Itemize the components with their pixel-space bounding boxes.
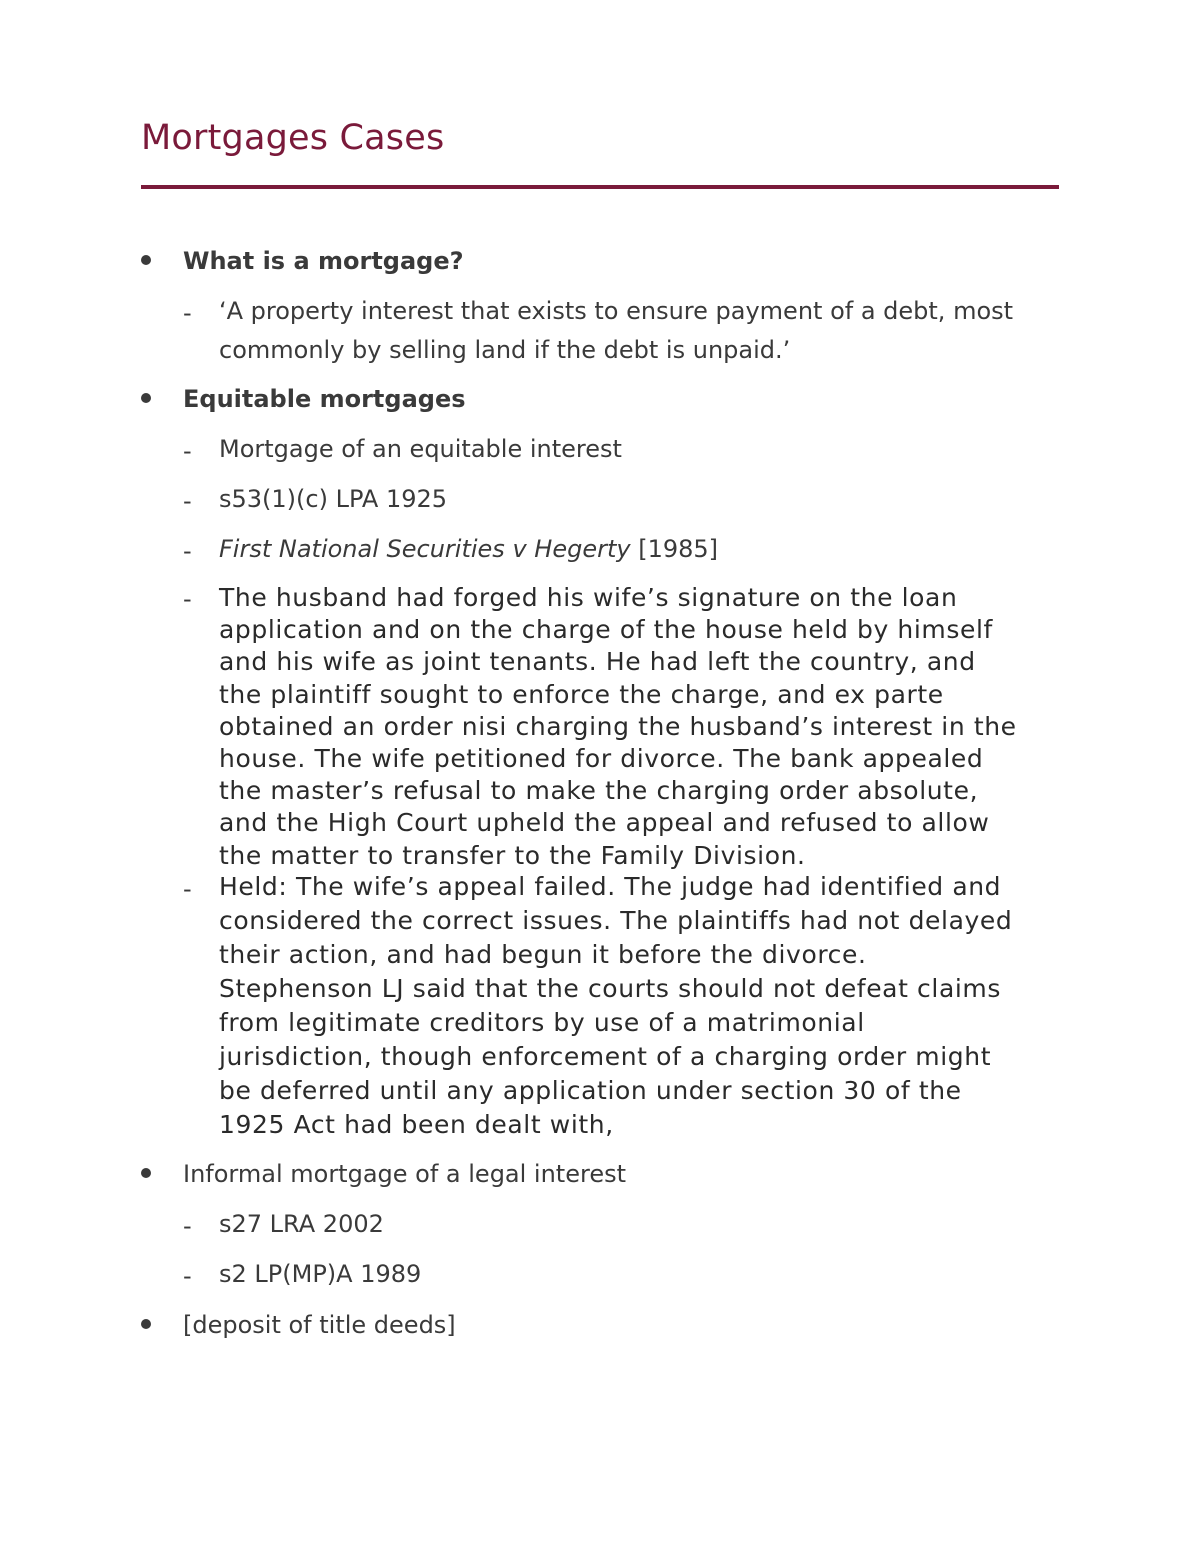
dash-marker: - bbox=[183, 1212, 192, 1240]
page-title: Mortgages Cases bbox=[141, 118, 445, 158]
paragraph-line: the plaintiff sought to enforce the charge, and ex parte bbox=[219, 679, 944, 709]
case-held-paragraph bbox=[219, 870, 1012, 1142]
definition-line-2: commonly by selling land if the debt is unpaid.’ bbox=[219, 336, 791, 364]
case-facts-paragraph bbox=[219, 582, 1017, 872]
paragraph-line: Stephenson LJ said that the courts should not defeat claims bbox=[219, 974, 1001, 1003]
paragraph-line: and the High Court upheld the appeal and refused to allow bbox=[219, 808, 990, 838]
bullet-point bbox=[141, 1319, 151, 1329]
paragraph-line: the master’s refusal to make the charging order absolute, bbox=[219, 776, 979, 806]
paragraph-line: Held: The wife’s appeal failed. The judge had identified and bbox=[219, 872, 1002, 901]
dash-marker: - bbox=[183, 299, 192, 327]
paragraph-line: obtained an order nisi charging the husband’s interest in the bbox=[219, 711, 1017, 741]
paragraph-line: be deferred until any application under section 30 of the bbox=[219, 1076, 962, 1105]
title-divider bbox=[141, 185, 1059, 189]
paragraph-line: and his wife as joint tenants. He had left the country, and bbox=[219, 647, 976, 677]
paragraph-line: from legitimate creditors by use of a matrimonial bbox=[219, 1008, 865, 1037]
list-item-statute-lpa: s53(1)(c) LPA 1925 bbox=[219, 485, 448, 513]
paragraph-line: the matter to transfer to the Family Division. bbox=[219, 840, 806, 870]
section-heading-informal-mortgage: Informal mortgage of a legal interest bbox=[183, 1160, 627, 1188]
paragraph-line: 1925 Act had been dealt with, bbox=[219, 1110, 614, 1139]
case-citation bbox=[219, 537, 718, 561]
dash-marker: - bbox=[183, 537, 192, 565]
list-item-equitable-interest: Mortgage of an equitable interest bbox=[219, 435, 622, 463]
bullet-point bbox=[141, 1168, 151, 1178]
section-heading-what-is-mortgage: What is a mortgage? bbox=[183, 247, 464, 275]
dash-marker: - bbox=[183, 585, 192, 613]
paragraph-line: their action, and had begun it before the divorce. bbox=[219, 940, 867, 969]
case-name: First National Securities v Hegerty bbox=[219, 535, 631, 563]
paragraph-line: house. The wife petitioned for divorce. The bank appealed bbox=[219, 744, 984, 774]
paragraph-line: considered the correct issues. The plaintiffs had not delayed bbox=[219, 906, 1013, 935]
list-item-statute-lpmpa: s2 LP(MP)A 1989 bbox=[219, 1260, 422, 1288]
dash-marker: - bbox=[183, 1262, 192, 1290]
case-year: [1985] bbox=[638, 535, 719, 563]
definition-line-1: ‘A property interest that exists to ensure payment of a debt, most bbox=[219, 297, 1014, 325]
bullet-point bbox=[141, 255, 151, 265]
dash-marker: - bbox=[183, 875, 192, 903]
paragraph-line: The husband had forged his wife’s signature on the loan bbox=[219, 583, 958, 612]
list-item-statute-lra: s27 LRA 2002 bbox=[219, 1210, 384, 1238]
paragraph-line: application and on the charge of the house held by himself bbox=[219, 615, 993, 645]
section-heading-equitable-mortgages: Equitable mortgages bbox=[183, 385, 466, 413]
paragraph-line: jurisdiction, though enforcement of a charging order might bbox=[219, 1042, 992, 1071]
bullet-point bbox=[141, 393, 151, 403]
dash-marker: - bbox=[183, 487, 192, 515]
section-heading-deposit-title-deeds: [deposit of title deeds] bbox=[183, 1311, 456, 1339]
dash-marker: - bbox=[183, 437, 192, 465]
